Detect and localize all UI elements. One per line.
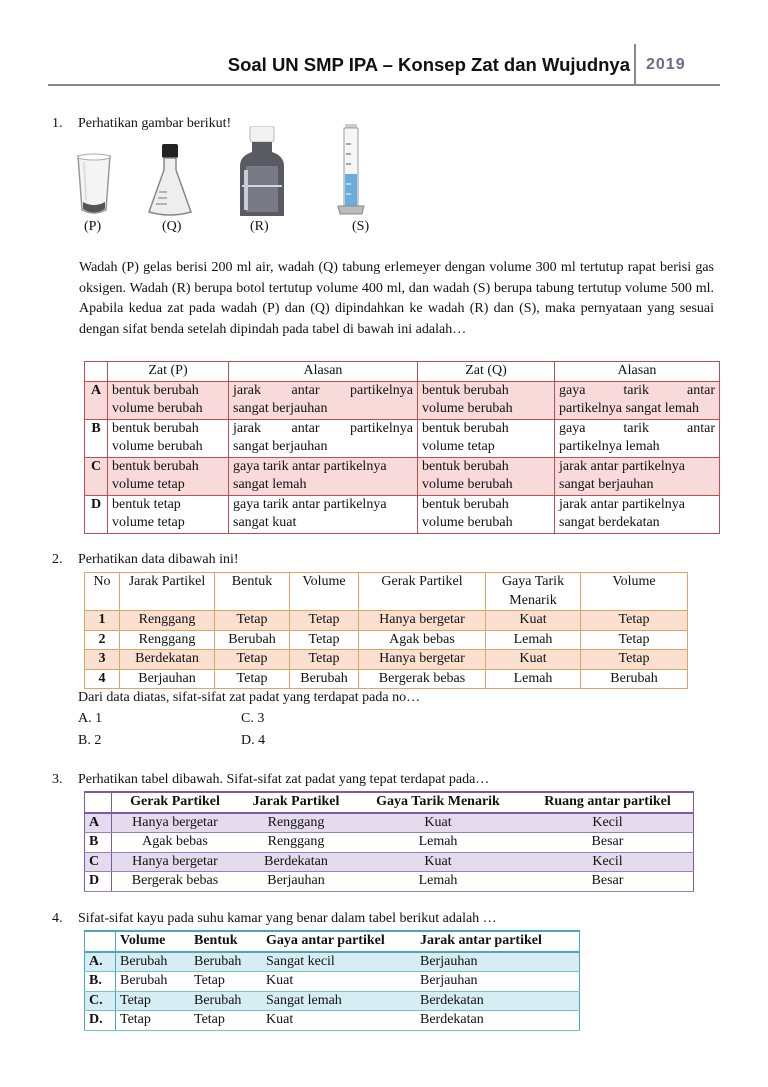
graduated-cylinder-image <box>336 124 366 216</box>
table-header: Volume <box>581 573 688 611</box>
question-number: 2. <box>52 552 63 567</box>
table-header: Gaya antar partikel <box>262 931 416 952</box>
table-header: Jarak antar partikel <box>416 931 580 952</box>
table-cell: gaya tarik antar partikelnya sangat kuat <box>229 495 418 533</box>
table-row: B Agak bebas Renggang Lemah Besar <box>85 833 694 853</box>
table-header: Gaya Tarik Menarik <box>354 792 522 813</box>
table-cell: jarak antar partikelnya sangat berjauhan <box>229 381 418 419</box>
table-cell: bentuk berubah volume berubah <box>108 419 229 457</box>
page-title: Soal UN SMP IPA – Konsep Zat dan Wujudnya <box>227 54 630 75</box>
table-row: D. Tetap Tetap Kuat Berdekatan <box>85 1011 580 1031</box>
page-header <box>0 52 768 86</box>
erlenmeyer-flask-image <box>145 142 195 218</box>
question-number: 1. <box>52 116 63 131</box>
table-header: Alasan <box>555 362 720 382</box>
table-header: No <box>85 573 120 611</box>
table-header: Volume <box>116 931 191 952</box>
table-row: A. Berubah Berubah Sangat kecil Berjauhan <box>85 952 580 972</box>
label-s: (S) <box>352 219 370 234</box>
table-row: A Hanya bergetar Renggang Kuat Kecil <box>85 813 694 833</box>
table-header: Gerak Partikel <box>359 573 486 611</box>
table-row: C Hanya bergetar Berdekatan Kuat Kecil <box>85 852 694 872</box>
header-rule <box>48 84 720 86</box>
table-header-key <box>85 931 116 952</box>
table-cell: bentuk berubah volume berubah <box>418 495 555 533</box>
row-key: C <box>85 457 108 495</box>
question-text: Perhatikan data dibawah ini! <box>78 552 239 567</box>
table-row: C. Tetap Berubah Sangat lemah Berdekatan <box>85 991 580 1011</box>
table-row: 3 Berdekatan Tetap Tetap Hanya bergetar Kuat Tetap <box>85 650 688 670</box>
row-key: D <box>85 495 108 533</box>
table-header: Bentuk <box>190 931 262 952</box>
table-header: Gaya Tarik Menarik <box>486 573 581 611</box>
table-header-key <box>85 792 112 813</box>
label-q: (Q) <box>162 219 182 234</box>
table-row <box>85 419 720 457</box>
glass-beaker-image <box>74 152 114 218</box>
option-b[interactable]: B. 2 <box>78 733 102 748</box>
header-divider <box>634 44 636 84</box>
table-header: Jarak Partikel <box>120 573 215 611</box>
table-row: B. Berubah Tetap Kuat Berjauhan <box>85 972 580 992</box>
table-header: Alasan <box>229 362 418 382</box>
table-row <box>85 457 720 495</box>
table-cell: gaya tarik antar partikelnya lemah <box>555 419 720 457</box>
table-row <box>85 381 720 419</box>
question-4-table <box>84 930 580 1031</box>
header-year: 2019 <box>646 56 686 73</box>
table-row: 2 Renggang Berubah Tetap Agak bebas Lemah Tetap <box>85 630 688 650</box>
table-header: Ruang antar partikel <box>522 792 694 813</box>
glass-bottle-image <box>236 126 288 220</box>
row-key: B <box>85 419 108 457</box>
table-cell: jarak antar partikelnya sangat berdekatan <box>555 495 720 533</box>
question-text: Sifat-sifat kayu pada suhu kamar yang benar dalam tabel berikut adalah … <box>78 911 497 926</box>
table-cell: bentuk tetap volume tetap <box>108 495 229 533</box>
table-row: 4 Berjauhan Tetap Berubah Bergerak bebas Lemah Berubah <box>85 669 688 689</box>
question-text: Perhatikan gambar berikut! <box>78 116 232 131</box>
table-row: D Bergerak bebas Berjauhan Lemah Besar <box>85 872 694 892</box>
table-header-key <box>85 362 108 382</box>
question-1-table <box>84 361 720 534</box>
table-header: Jarak Partikel <box>238 792 354 813</box>
row-key: A <box>85 381 108 419</box>
table-cell: gaya tarik antar partikelnya sangat lemah <box>555 381 720 419</box>
option-c[interactable]: C. 3 <box>241 711 265 726</box>
table-header: Zat (Q) <box>418 362 555 382</box>
table-header: Volume <box>290 573 359 611</box>
table-cell: bentuk berubah volume berubah <box>108 381 229 419</box>
question-number: 4. <box>52 911 63 926</box>
question-number: 3. <box>52 772 63 787</box>
table-header: Zat (P) <box>108 362 229 382</box>
label-r: (R) <box>250 219 269 234</box>
table-cell: gaya tarik antar partikelnya sangat lemah <box>229 457 418 495</box>
table-cell: bentuk berubah volume tetap <box>108 457 229 495</box>
table-row: 1 Renggang Tetap Tetap Hanya bergetar Kuat Tetap <box>85 611 688 631</box>
table-header: Bentuk <box>215 573 290 611</box>
table-cell: bentuk berubah volume berubah <box>418 457 555 495</box>
table-cell: bentuk berubah volume berubah <box>418 381 555 419</box>
option-d[interactable]: D. 4 <box>241 733 266 748</box>
question-text: Perhatikan tabel dibawah. Sifat-sifat zat padat yang tepat terdapat pada… <box>78 772 490 787</box>
table-cell: bentuk berubah volume tetap <box>418 419 555 457</box>
label-p: (P) <box>84 219 102 234</box>
table-header: Gerak Partikel <box>112 792 239 813</box>
option-a[interactable]: A. 1 <box>78 711 103 726</box>
question-2-prompt: Dari data diatas, sifat-sifat zat padat yang terdapat pada no… <box>78 690 421 705</box>
table-cell: jarak antar partikelnya sangat berjauhan <box>555 457 720 495</box>
question-2-table <box>84 572 688 689</box>
question-1-paragraph: Wadah (P) gelas berisi 200 ml air, wadah (Q) tabung erlemeyer dengan volume 300 ml tertutup rapat berisi gas oksigen. Wadah (R) berupa botol tertutup volume 400 ml, dan wadah (S) berupa tabung tertutup volume 500 ml. Apabila kedua zat pada wadah (P) dan (Q) dipindahkan ke wadah (R) dan (S), maka pernyataan yang sesuai dengan sifat benda setelah dipindah pada tabel di bawah ini adalah… <box>79 260 714 337</box>
table-cell: jarak antar partikelnya sangat berjauhan <box>229 419 418 457</box>
table-row <box>85 495 720 533</box>
question-3-table <box>84 791 694 892</box>
